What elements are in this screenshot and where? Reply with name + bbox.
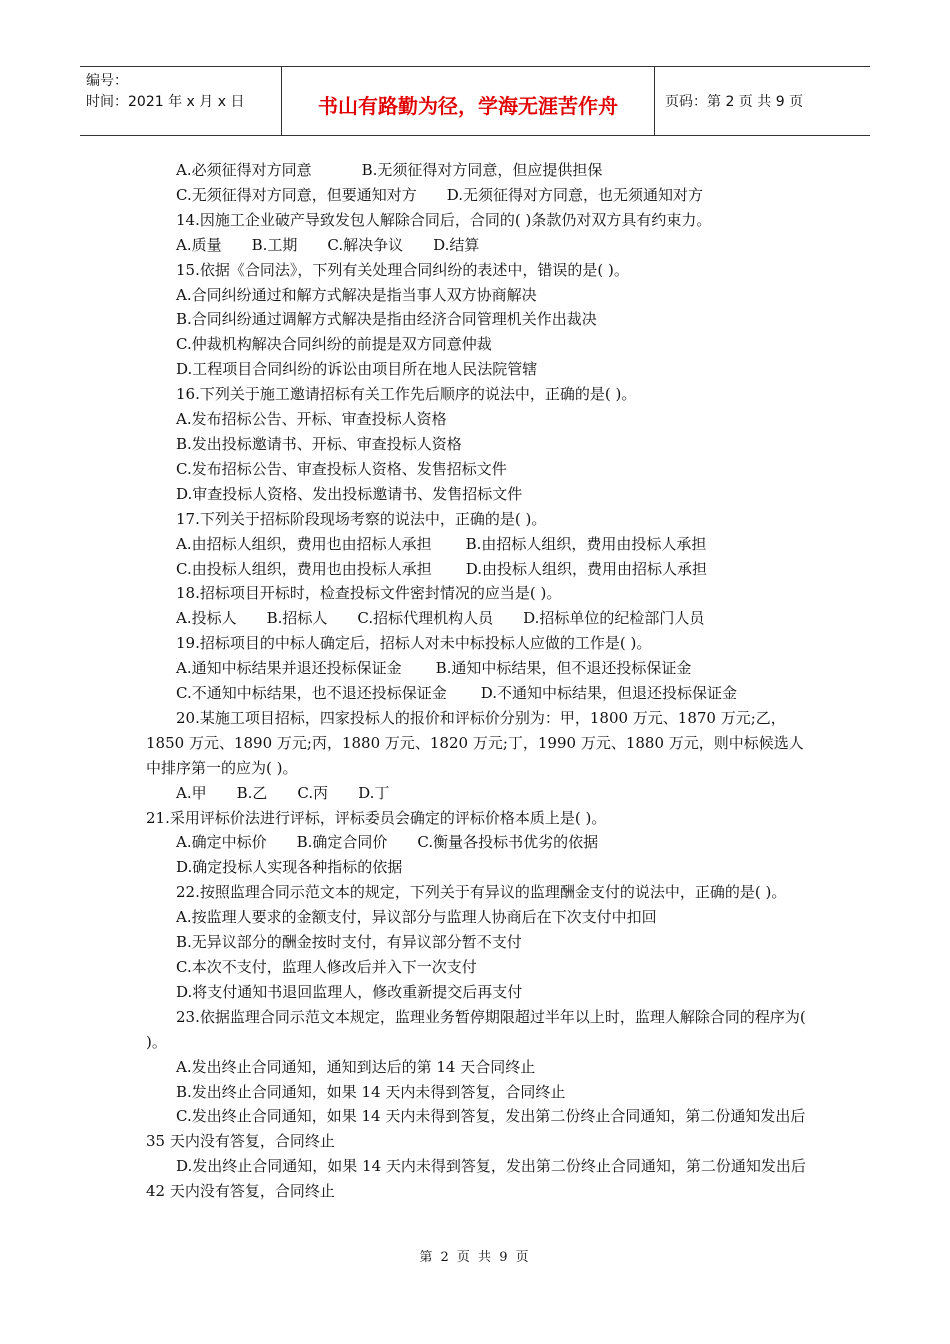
option-text: A.甲 — [176, 783, 207, 802]
text-line: B.发出投标邀请书、开标、审查投标人资格 — [176, 434, 462, 453]
text-line — [146, 606, 808, 631]
text-line: 14.因施工企业破产导致发包人解除合同后，合同的( )条款仍对双方具有约束力。 — [176, 210, 712, 229]
text-line — [146, 158, 808, 183]
option-text: D.无须征得对方同意，也无须通知对方 — [446, 185, 703, 204]
date-line: 时间：2021 年 x 月 x 日 — [86, 94, 245, 110]
option-text: B.招标人 — [266, 609, 328, 628]
option-text: A.必须征得对方同意 — [176, 161, 312, 179]
option-text: C.不通知中标结果，也不退还投标保证金 — [176, 684, 447, 703]
text-line: D.确定投标人实现各种指标的依据 — [176, 858, 403, 877]
text-line: C.发出终止合同通知，如果 14 天内未得到答复，发出第二份终止合同通知，第二份通知发出后 35 天内没有答复，合同终止 — [146, 1107, 806, 1151]
text-line — [146, 183, 808, 208]
page-header — [80, 66, 870, 136]
option-text: B.乙 — [236, 783, 268, 802]
option-text: D.招标单位的纪检部门人员 — [523, 609, 705, 628]
text-line: 18.招标项目开标时，检查投标文件密封情况的应当是( )。 — [176, 584, 562, 603]
text-line: D.工程项目合同纠纷的诉讼由项目所在地人民法院管辖 — [176, 360, 538, 379]
option-text: D.丁 — [358, 783, 390, 802]
option-text: B.由招标人组织，费用由投标人承担 — [465, 534, 707, 553]
text-line: C.本次不支付，监理人修改后并入下一次支付 — [176, 958, 477, 976]
document-body — [146, 158, 808, 1204]
text-line: D.审查投标人资格、发出投标邀请书、发售招标文件 — [176, 484, 523, 503]
text-line — [146, 830, 808, 855]
option-text: A.确定中标价 — [176, 833, 267, 852]
text-line: 22.按照监理合同示范文本的规定，下列关于有异议的监理酬金支付的说法中，正确的是( )。 — [176, 883, 787, 902]
header-motto: 书山有路勤为径，学海无涯苦作舟 — [282, 67, 655, 135]
option-text: A.通知中标结果并退还投标保证金 — [176, 659, 402, 678]
text-line — [146, 681, 808, 706]
text-line: B.发出终止合同通知，如果 14 天内未得到答复，合同终止 — [176, 1082, 566, 1101]
option-text: B.通知中标结果，但不退还投标保证金 — [435, 659, 692, 678]
text-line: D.将支付通知书退回监理人，修改重新提交后再支付 — [176, 982, 523, 1001]
option-text: A.投标人 — [176, 609, 237, 628]
text-line: 15.依据《合同法》，下列有关处理合同纠纷的表述中，错误的是( )。 — [176, 260, 629, 279]
number-label: 编号： — [86, 73, 128, 89]
option-text: C.招标代理机构人员 — [357, 609, 494, 628]
text-line: D.发出终止合同通知，如果 14 天内未得到答复，发出第二份终止合同通知，第二份通知发出后 42 天内没有答复，合同终止 — [146, 1157, 806, 1201]
option-text: B.确定合同价 — [296, 833, 388, 852]
option-text: C.丙 — [297, 783, 329, 802]
text-line: 20.某施工项目招标，四家投标人的报价和评标价分别为：甲，1800 万元、1870 万元;乙，1850 万元、1890 万元;丙，1880 万元、1820 万元;丁，1990 万元、1880 万元，则中标候选人中排序第一的应为( )。 — [146, 708, 804, 777]
option-text: C.解决争议 — [327, 235, 404, 254]
text-line — [146, 557, 808, 582]
option-text: C.由投标人组织，费用也由投标人承担 — [176, 559, 432, 578]
option-text: D.由投标人组织，费用由招标人承担 — [465, 559, 707, 578]
text-line: B.合同纠纷通过调解方式解决是指由经济合同管理机关作出裁决 — [176, 310, 597, 329]
header-meta — [80, 67, 282, 135]
text-line — [146, 656, 808, 681]
text-line: A.合同纠纷通过和解方式解决是指当事人双方协商解决 — [176, 285, 537, 304]
text-line: 16.下列关于施工邀请招标有关工作先后顺序的说法中，正确的是( )。 — [176, 385, 637, 404]
text-line — [146, 532, 808, 557]
option-text: D.结算 — [433, 235, 480, 254]
text-line: C.仲裁机构解决合同纠纷的前提是双方同意仲裁 — [176, 335, 492, 354]
text-line: A.按监理人要求的金额支付，异议部分与监理人协商后在下次支付中扣回 — [176, 908, 657, 927]
text-line — [146, 233, 808, 258]
option-text: A.质量 — [176, 235, 222, 254]
text-line: C.发布招标公告、审查投标人资格、发售招标文件 — [176, 459, 507, 478]
option-text: B.无须征得对方同意，但应提供担保 — [361, 161, 603, 179]
option-text: C.无须征得对方同意，但要通知对方 — [176, 185, 417, 204]
text-line: A.发出终止合同通知，通知到达后的第 14 天合同终止 — [176, 1057, 536, 1076]
text-line: 21.采用评标价法进行评标，评标委员会确定的评标价格本质上是( )。 — [146, 808, 607, 827]
text-line — [146, 781, 808, 806]
header-page-info: 页码：第 2 页 共 9 页 — [665, 94, 804, 110]
text-line: 23.依据监理合同示范文本规定，监理业务暂停期限超过半年以上时，监理人解除合同的程序为( )。 — [146, 1007, 806, 1051]
page-footer: 第 2 页 共 9 页 — [419, 1250, 531, 1265]
text-line: 19.招标项目的中标人确定后，招标人对未中标投标人应做的工作是( )。 — [176, 634, 652, 653]
text-line: A.发布招标公告、开标、审查投标人资格 — [176, 410, 447, 429]
option-text: A.由招标人组织，费用也由招标人承担 — [176, 534, 432, 553]
option-text: C.衡量各投标书优劣的依据 — [417, 833, 599, 852]
option-text: D.不通知中标结果，但退还投标保证金 — [480, 684, 737, 703]
text-line: 17.下列关于招标阶段现场考察的说法中，正确的是( )。 — [176, 509, 547, 528]
text-line: B.无异议部分的酬金按时支付，有异议部分暂不支付 — [176, 933, 522, 952]
option-text: B.工期 — [251, 235, 298, 254]
